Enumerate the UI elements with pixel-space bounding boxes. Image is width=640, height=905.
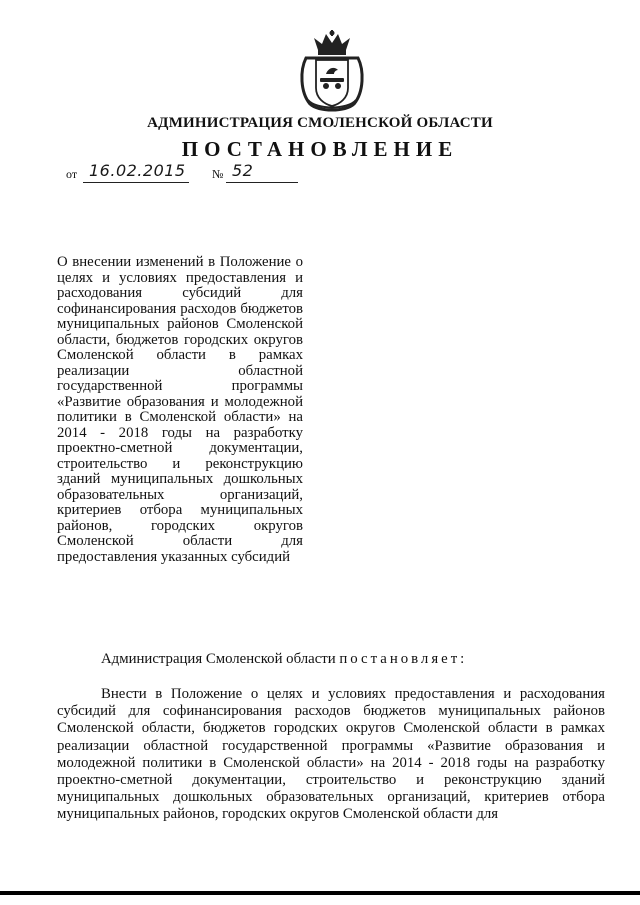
preamble	[101, 651, 467, 668]
document-subject: О внесении изменений в Положение о целях и условиях предоставления и расходования субсидий для софинансирования расходов бюджетов муниципальных районов Смоленской области, бюджетов городских округов Смоленской области в рамках реализации областной государственной программы «Развитие образования и молодежной политики в Смоленской области» на 2014 - 2018 годы на разработку проектно-сметной документации, строительство и реконструкцию зданий муниципальных дошкольных образовательных организаций, критериев отбора муниципальных районов, городских округов Смоленской области для предоставления указанных субсидий	[57, 254, 303, 565]
number-value: 52	[232, 161, 254, 180]
preamble-text: Администрация Смоленской области	[101, 651, 336, 667]
document-type-title: ПОСТАНОВЛЕНИЕ	[181, 137, 459, 161]
registration-line	[66, 163, 306, 185]
date-value: 16.02.2015	[89, 161, 186, 180]
preamble-verb: постановляет:	[339, 651, 468, 667]
organization-name: АДМИНИСТРАЦИЯ СМОЛЕНСКОЙ ОБЛАСТИ	[147, 115, 493, 131]
coat-of-arms-icon	[296, 30, 368, 114]
number-label: №	[212, 167, 224, 181]
date-field	[83, 162, 189, 183]
body-paragraph: Внести в Положение о целях и условиях предоставления и расходования субсидий для софинансирования расходов бюджетов муниципальных районов Смоленской области, бюджетов городских округов Смоленской области в рамках реализации областной государственной программы «Развитие образования и молодежной политики в Смоленской области» на 2014 - 2018 годы на разработку проектно-сметной документации, строительство и реконструкцию зданий муниципальных дошкольных образовательных организаций, критериев отбора муниципальных районов, городских округов Смоленской области для	[57, 686, 605, 823]
number-field	[226, 162, 298, 183]
page-bottom-rule	[0, 891, 640, 895]
date-label: от	[66, 167, 78, 181]
